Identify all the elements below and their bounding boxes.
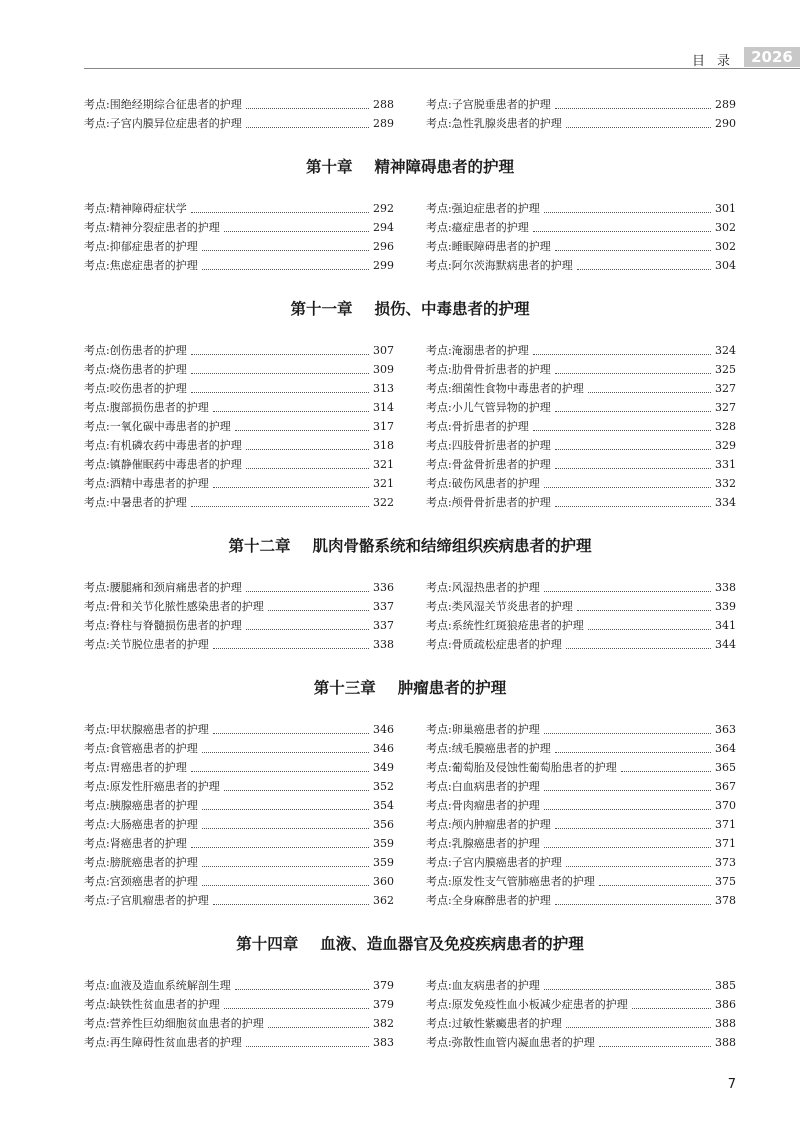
entry-title: 考点:宫颈癌患者的护理: [84, 875, 198, 888]
entry-title: 考点:胰腺癌患者的护理: [84, 799, 198, 812]
toc-entry[interactable]: [426, 616, 736, 635]
entry-title: 考点:胃癌患者的护理: [84, 761, 187, 774]
entry-page-number: 321: [373, 477, 394, 490]
entry-page-number: 375: [715, 875, 736, 888]
dot-leader: [555, 108, 711, 109]
dot-leader: [224, 790, 369, 791]
entry-page-number: 321: [373, 458, 394, 471]
dot-leader: [555, 373, 711, 374]
dot-leader: [566, 866, 711, 867]
dot-leader: [246, 468, 369, 469]
toc-entry[interactable]: [426, 976, 736, 995]
toc-entry[interactable]: [84, 758, 394, 777]
entry-page-number: 337: [373, 600, 394, 613]
dot-leader: [268, 1027, 369, 1028]
entry-title: 考点:中暑患者的护理: [84, 496, 187, 509]
dot-leader: [213, 733, 369, 734]
dot-leader: [621, 771, 711, 772]
dot-leader: [544, 809, 711, 810]
toc-entry[interactable]: [426, 597, 736, 616]
chapter-heading[interactable]: [84, 534, 736, 556]
entry-title: 考点:焦虑症患者的护理: [84, 259, 198, 272]
chapter-list: [84, 155, 736, 1052]
dot-leader: [202, 752, 369, 753]
dot-leader: [566, 648, 711, 649]
entry-page-number: 313: [373, 382, 394, 395]
toc-entry[interactable]: [84, 891, 394, 910]
entry-page-number: 327: [715, 401, 736, 414]
entry-title: 考点:子宫内膜异位症患者的护理: [84, 117, 242, 130]
entry-title: 考点:小儿气管异物的护理: [426, 401, 551, 414]
toc-entry[interactable]: [84, 720, 394, 739]
dot-leader: [213, 904, 369, 905]
toc-entry[interactable]: [84, 455, 394, 474]
entry-title: 考点:腹部损伤患者的护理: [84, 401, 209, 414]
toc-entry[interactable]: [84, 995, 394, 1014]
entry-title: 考点:子宫肌瘤患者的护理: [84, 894, 209, 907]
page-number: 7: [727, 1077, 736, 1092]
dot-leader: [544, 989, 711, 990]
toc-entry[interactable]: [84, 1033, 394, 1052]
dot-leader: [246, 629, 369, 630]
dot-leader: [202, 809, 369, 810]
entry-page-number: 325: [715, 363, 736, 376]
toc-entry[interactable]: [426, 1014, 736, 1033]
entry-title: 考点:镇静催眠药中毒患者的护理: [84, 458, 242, 471]
toc-entry[interactable]: [84, 1014, 394, 1033]
chapter-number: 第十一章: [290, 300, 353, 318]
chapter-heading[interactable]: [84, 155, 736, 177]
dot-leader: [202, 269, 369, 270]
chapter-entry-grid: [84, 578, 736, 654]
dot-leader: [588, 629, 711, 630]
entry-page-number: 373: [715, 856, 736, 869]
entry-page-number: 334: [715, 496, 736, 509]
dot-leader: [555, 828, 711, 829]
toc-entry[interactable]: [84, 114, 394, 133]
entry-title: 考点:淹溺患者的护理: [426, 344, 529, 357]
entry-page-number: 294: [373, 221, 394, 234]
dot-leader: [191, 392, 369, 393]
dot-leader: [577, 610, 711, 611]
dot-leader: [533, 354, 711, 355]
toc-entry[interactable]: [84, 853, 394, 872]
entry-title: 考点:乳腺癌患者的护理: [426, 837, 540, 850]
dot-leader: [202, 885, 369, 886]
entry-page-number: 289: [715, 98, 736, 111]
toc-entry[interactable]: [84, 635, 394, 654]
entry-title: 考点:弥散性血管内凝血患者的护理: [426, 1036, 595, 1049]
chapter-heading[interactable]: [84, 932, 736, 954]
dot-leader: [191, 354, 369, 355]
toc-entry[interactable]: [426, 891, 736, 910]
toc-entry[interactable]: [426, 436, 736, 455]
toc-entry[interactable]: [84, 95, 394, 114]
entry-page-number: 365: [715, 761, 736, 774]
entry-page-number: 346: [373, 742, 394, 755]
dot-leader: [544, 591, 711, 592]
toc-entry[interactable]: [426, 199, 736, 218]
header-label: 目录: [691, 54, 742, 69]
entry-title: 考点:抑郁症患者的护理: [84, 240, 198, 253]
chapter-entry-grid: [84, 199, 736, 275]
dot-leader: [566, 1027, 711, 1028]
entry-title: 考点:围绝经期综合征患者的护理: [84, 98, 242, 111]
chapter-entry-grid: [84, 341, 736, 512]
entry-page-number: 328: [715, 420, 736, 433]
entry-title: 考点:癔症患者的护理: [426, 221, 529, 234]
entry-title: 考点:骨盆骨折患者的护理: [426, 458, 551, 471]
entry-page-number: 386: [715, 998, 736, 1011]
dot-leader: [191, 212, 369, 213]
entry-title: 考点:膀胱癌患者的护理: [84, 856, 198, 869]
entry-title: 考点:原发性肝癌患者的护理: [84, 780, 220, 793]
intro-entry-grid: [84, 95, 736, 133]
toc-entry[interactable]: [84, 872, 394, 891]
entry-page-number: 383: [373, 1036, 394, 1049]
toc-entry[interactable]: [426, 834, 736, 853]
dot-leader: [555, 449, 711, 450]
dot-leader: [544, 212, 711, 213]
dot-leader: [191, 847, 369, 848]
entry-title: 考点:卵巢癌患者的护理: [426, 723, 540, 736]
entry-title: 考点:创伤患者的护理: [84, 344, 187, 357]
entry-title: 考点:精神分裂症患者的护理: [84, 221, 220, 234]
toc-entry[interactable]: [84, 578, 394, 597]
year-badge: 2026: [744, 47, 800, 67]
entry-page-number: 378: [715, 894, 736, 907]
dot-leader: [555, 468, 711, 469]
dot-leader: [202, 828, 369, 829]
entry-title: 考点:肋骨骨折患者的护理: [426, 363, 551, 376]
entry-page-number: 336: [373, 581, 394, 594]
toc-entry[interactable]: [84, 417, 394, 436]
entry-page-number: 349: [373, 761, 394, 774]
dot-leader: [191, 506, 369, 507]
entry-page-number: 388: [715, 1036, 736, 1049]
chapter-title: 血液、造血器官及免疫疾病患者的护理: [320, 935, 584, 953]
toc-entry[interactable]: [426, 455, 736, 474]
toc-entry[interactable]: [84, 256, 394, 275]
dot-leader: [213, 411, 369, 412]
entry-title: 考点:精神障碍症状学: [84, 202, 187, 215]
toc-entry[interactable]: [426, 815, 736, 834]
entry-page-number: 339: [715, 600, 736, 613]
entry-page-number: 327: [715, 382, 736, 395]
entry-page-number: 329: [715, 439, 736, 452]
entry-title: 考点:骨和关节化脓性感染患者的护理: [84, 600, 264, 613]
entry-page-number: 307: [373, 344, 394, 357]
toc-entry[interactable]: [84, 474, 394, 493]
dot-leader: [202, 250, 369, 251]
entry-page-number: 338: [373, 638, 394, 651]
chapter-entry-grid: [84, 976, 736, 1052]
dot-leader: [268, 610, 369, 611]
entry-page-number: 359: [373, 856, 394, 869]
toc-content: [84, 95, 736, 1052]
entry-page-number: 370: [715, 799, 736, 812]
entry-title: 考点:葡萄胎及侵蚀性葡萄胎患者的护理: [426, 761, 617, 774]
entry-page-number: 324: [715, 344, 736, 357]
entry-title: 考点:过敏性紫癜患者的护理: [426, 1017, 562, 1030]
chapter-title: 精神障碍患者的护理: [374, 158, 515, 176]
entry-title: 考点:子宫脱垂患者的护理: [426, 98, 551, 111]
entry-page-number: 302: [715, 240, 736, 253]
chapter-entry-grid: [84, 720, 736, 910]
entry-page-number: 388: [715, 1017, 736, 1030]
toc-entry[interactable]: [426, 95, 736, 114]
entry-page-number: 346: [373, 723, 394, 736]
toc-entry[interactable]: [426, 398, 736, 417]
toc-entry[interactable]: [426, 853, 736, 872]
entry-page-number: 289: [373, 117, 394, 130]
entry-title: 考点:四肢骨折患者的护理: [426, 439, 551, 452]
entry-title: 考点:血液及造血系统解剖生理: [84, 979, 231, 992]
entry-title: 考点:一氧化碳中毒患者的护理: [84, 420, 231, 433]
entry-title: 考点:烧伤患者的护理: [84, 363, 187, 376]
toc-entry[interactable]: [84, 199, 394, 218]
dot-leader: [246, 108, 369, 109]
toc-entry[interactable]: [84, 796, 394, 815]
chapter-heading[interactable]: [84, 676, 736, 698]
toc-entry[interactable]: [84, 436, 394, 455]
toc-entry[interactable]: [84, 777, 394, 796]
entry-title: 考点:颅内肿瘤患者的护理: [426, 818, 551, 831]
toc-entry[interactable]: [426, 360, 736, 379]
toc-entry[interactable]: [84, 360, 394, 379]
dot-leader: [213, 648, 369, 649]
chapter-title: 肿瘤患者的护理: [397, 679, 507, 697]
entry-title: 考点:白血病患者的护理: [426, 780, 540, 793]
entry-page-number: 296: [373, 240, 394, 253]
entry-page-number: 367: [715, 780, 736, 793]
toc-entry[interactable]: [426, 758, 736, 777]
toc-entry[interactable]: [84, 815, 394, 834]
toc-entry[interactable]: [426, 777, 736, 796]
toc-entry[interactable]: [84, 398, 394, 417]
entry-page-number: 359: [373, 837, 394, 850]
dot-leader: [588, 392, 711, 393]
entry-page-number: 337: [373, 619, 394, 632]
dot-leader: [555, 250, 711, 251]
entry-page-number: 371: [715, 818, 736, 831]
entry-title: 考点:睡眠障碍患者的护理: [426, 240, 551, 253]
entry-title: 考点:风湿热患者的护理: [426, 581, 540, 594]
chapter-number: 第十四章: [236, 935, 299, 953]
entry-title: 考点:骨折患者的护理: [426, 420, 529, 433]
entry-page-number: 338: [715, 581, 736, 594]
dot-leader: [555, 904, 711, 905]
entry-page-number: 332: [715, 477, 736, 490]
toc-entry[interactable]: [84, 597, 394, 616]
chapter-number: 第十章: [305, 158, 353, 176]
toc-entry[interactable]: [84, 379, 394, 398]
entry-page-number: 341: [715, 619, 736, 632]
entry-title: 考点:肾癌患者的护理: [84, 837, 187, 850]
dot-leader: [224, 231, 369, 232]
toc-entry[interactable]: [426, 474, 736, 493]
chapter-title: 损伤、中毒患者的护理: [374, 300, 530, 318]
toc-entry[interactable]: [84, 341, 394, 360]
dot-leader: [202, 866, 369, 867]
dot-leader: [544, 733, 711, 734]
toc-entry[interactable]: [426, 720, 736, 739]
entry-title: 考点:关节脱位患者的护理: [84, 638, 209, 651]
entry-page-number: 331: [715, 458, 736, 471]
chapter-number: 第十三章: [313, 679, 376, 697]
entry-page-number: 352: [373, 780, 394, 793]
toc-entry[interactable]: [426, 237, 736, 256]
entry-page-number: 379: [373, 979, 394, 992]
entry-title: 考点:急性乳腺炎患者的护理: [426, 117, 562, 130]
entry-page-number: 356: [373, 818, 394, 831]
entry-title: 考点:破伤风患者的护理: [426, 477, 540, 490]
entry-title: 考点:骨肉瘤患者的护理: [426, 799, 540, 812]
entry-page-number: 309: [373, 363, 394, 376]
dot-leader: [224, 1008, 369, 1009]
entry-title: 考点:颅骨骨折患者的护理: [426, 496, 551, 509]
entry-title: 考点:营养性巨幼细胞贫血患者的护理: [84, 1017, 264, 1030]
running-header: [84, 44, 800, 69]
dot-leader: [544, 790, 711, 791]
entry-title: 考点:咬伤患者的护理: [84, 382, 187, 395]
entry-page-number: 364: [715, 742, 736, 755]
toc-entry[interactable]: [426, 578, 736, 597]
entry-page-number: 363: [715, 723, 736, 736]
dot-leader: [533, 231, 711, 232]
dot-leader: [577, 269, 711, 270]
dot-leader: [555, 411, 711, 412]
toc-entry[interactable]: [84, 493, 394, 512]
entry-title: 考点:细菌性食物中毒患者的护理: [426, 382, 584, 395]
entry-page-number: 382: [373, 1017, 394, 1030]
entry-title: 考点:缺铁性贫血患者的护理: [84, 998, 220, 1011]
entry-title: 考点:原发免疫性血小板减少症患者的护理: [426, 998, 628, 1011]
entry-page-number: 362: [373, 894, 394, 907]
toc-entry[interactable]: [426, 739, 736, 758]
toc-entry[interactable]: [84, 976, 394, 995]
toc-entry[interactable]: [426, 417, 736, 436]
entry-page-number: 302: [715, 221, 736, 234]
toc-entry[interactable]: [426, 114, 736, 133]
entry-page-number: 385: [715, 979, 736, 992]
toc-entry[interactable]: [426, 341, 736, 360]
entry-title: 考点:类风湿关节炎患者的护理: [426, 600, 573, 613]
entry-page-number: 344: [715, 638, 736, 651]
dot-leader: [191, 373, 369, 374]
dot-leader: [235, 989, 369, 990]
toc-entry[interactable]: [426, 256, 736, 275]
dot-leader: [213, 487, 369, 488]
entry-page-number: 322: [373, 496, 394, 509]
entry-title: 考点:再生障碍性贫血患者的护理: [84, 1036, 242, 1049]
dot-leader: [246, 449, 369, 450]
dot-leader: [566, 127, 711, 128]
toc-entry[interactable]: [84, 237, 394, 256]
toc-entry[interactable]: [426, 379, 736, 398]
entry-title: 考点:有机磷农药中毒患者的护理: [84, 439, 242, 452]
entry-page-number: 301: [715, 202, 736, 215]
entry-page-number: 371: [715, 837, 736, 850]
entry-page-number: 360: [373, 875, 394, 888]
entry-page-number: 292: [373, 202, 394, 215]
entry-page-number: 299: [373, 259, 394, 272]
chapter-number: 第十二章: [228, 537, 291, 555]
toc-entry[interactable]: [426, 872, 736, 891]
toc-entry[interactable]: [84, 739, 394, 758]
dot-leader: [544, 847, 711, 848]
dot-leader: [632, 1008, 711, 1009]
entry-page-number: 304: [715, 259, 736, 272]
entry-page-number: 290: [715, 117, 736, 130]
entry-title: 考点:子宫内膜癌患者的护理: [426, 856, 562, 869]
dot-leader: [544, 487, 711, 488]
dot-leader: [599, 885, 711, 886]
dot-leader: [246, 127, 369, 128]
toc-entry[interactable]: [426, 218, 736, 237]
toc-entry[interactable]: [426, 1033, 736, 1052]
entry-title: 考点:阿尔茨海默病患者的护理: [426, 259, 573, 272]
entry-title: 考点:绒毛膜癌患者的护理: [426, 742, 551, 755]
dot-leader: [191, 771, 369, 772]
entry-title: 考点:酒精中毒患者的护理: [84, 477, 209, 490]
dot-leader: [246, 591, 369, 592]
entry-page-number: 288: [373, 98, 394, 111]
toc-entry[interactable]: [426, 995, 736, 1014]
dot-leader: [533, 430, 711, 431]
toc-entry[interactable]: [426, 796, 736, 815]
dot-leader: [599, 1046, 711, 1047]
entry-title: 考点:血友病患者的护理: [426, 979, 540, 992]
entry-page-number: 317: [373, 420, 394, 433]
toc-entry[interactable]: [426, 635, 736, 654]
toc-entry[interactable]: [426, 493, 736, 512]
dot-leader: [555, 752, 711, 753]
entry-title: 考点:系统性红斑狼疮患者的护理: [426, 619, 584, 632]
dot-leader: [555, 506, 711, 507]
entry-title: 考点:原发性支气管肺癌患者的护理: [426, 875, 595, 888]
dot-leader: [246, 1046, 369, 1047]
entry-page-number: 314: [373, 401, 394, 414]
entry-page-number: 354: [373, 799, 394, 812]
dot-leader: [235, 430, 369, 431]
entry-title: 考点:大肠癌患者的护理: [84, 818, 198, 831]
chapter-title: 肌肉骨骼系统和结缔组织疾病患者的护理: [312, 537, 592, 555]
chapter-heading[interactable]: [84, 297, 736, 319]
toc-entry[interactable]: [84, 218, 394, 237]
entry-title: 考点:甲状腺癌患者的护理: [84, 723, 209, 736]
entry-title: 考点:腰腿痛和颈肩痛患者的护理: [84, 581, 242, 594]
entry-title: 考点:食管癌患者的护理: [84, 742, 198, 755]
entry-page-number: 379: [373, 998, 394, 1011]
entry-title: 考点:强迫症患者的护理: [426, 202, 540, 215]
entry-title: 考点:全身麻醉患者的护理: [426, 894, 551, 907]
toc-entry[interactable]: [84, 616, 394, 635]
entry-page-number: 318: [373, 439, 394, 452]
entry-title: 考点:骨质疏松症患者的护理: [426, 638, 562, 651]
entry-title: 考点:脊柱与脊髓损伤患者的护理: [84, 619, 242, 632]
toc-entry[interactable]: [84, 834, 394, 853]
